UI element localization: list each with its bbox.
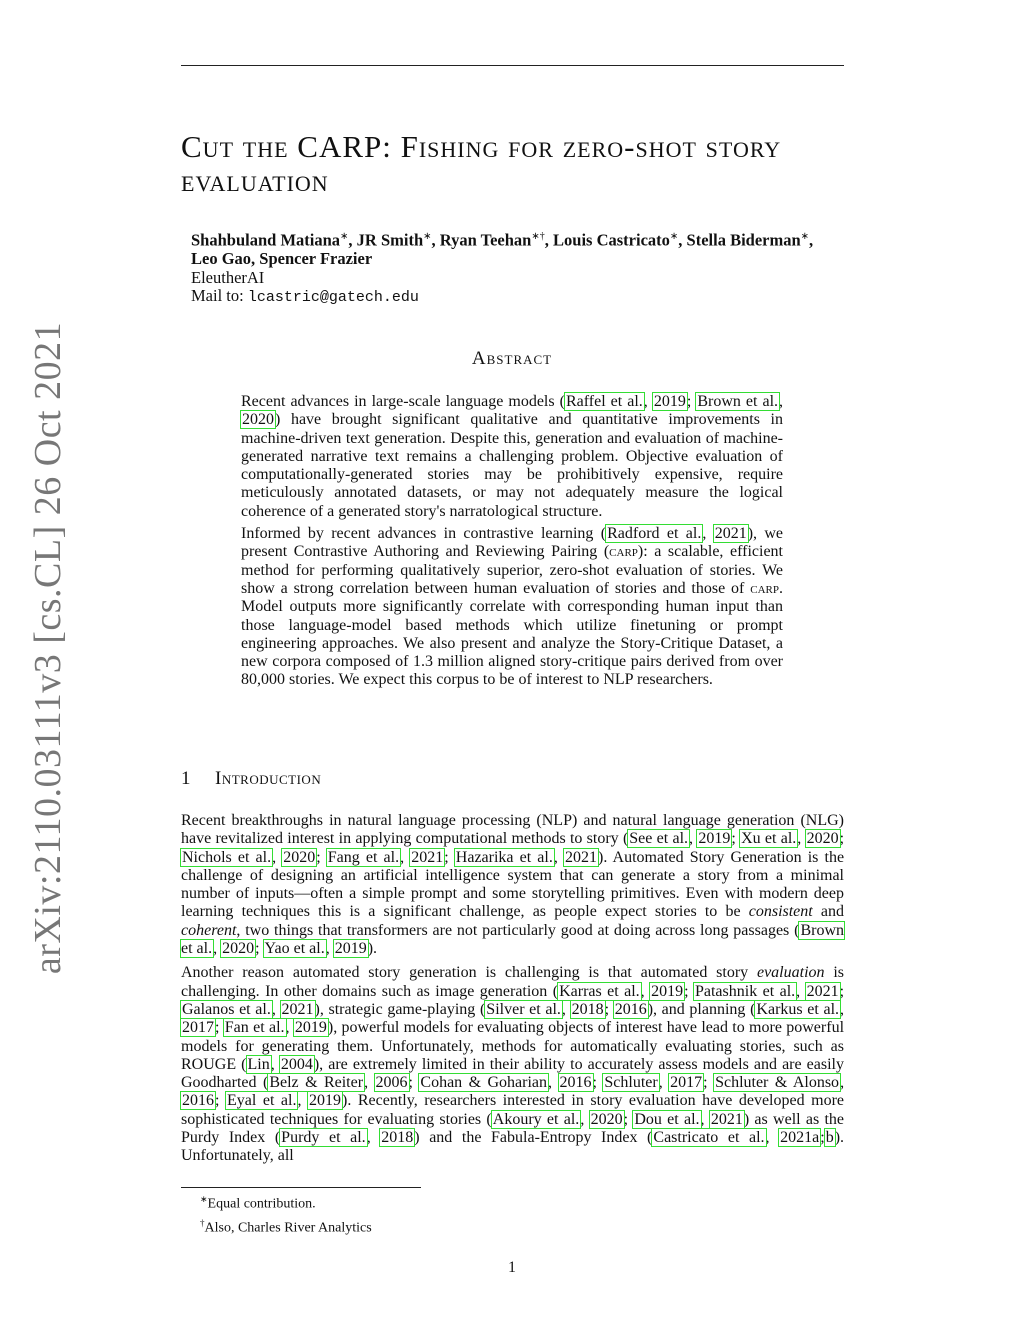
citation-link[interactable]: 2020 <box>806 830 839 848</box>
section-title: Introduction <box>215 768 322 789</box>
text: , <box>271 1000 281 1018</box>
citation-link[interactable]: 2004 <box>280 1055 313 1073</box>
citation-link[interactable]: 2020 <box>283 848 316 866</box>
text: ): a scalable, efficient method for performing qualitatively superior, zero-shot evaluation of stories. We show a strong correlation between human evaluation of stories and those of <box>241 543 784 597</box>
citation-link[interactable]: Akoury et al. <box>492 1110 580 1128</box>
text: ). <box>367 940 378 958</box>
citation-link[interactable]: 2016 <box>182 1092 214 1110</box>
text: , <box>580 1110 590 1128</box>
text: ; <box>684 982 694 1000</box>
citation-link[interactable]: Schluter <box>604 1074 658 1092</box>
page-number: 1 <box>508 1259 516 1276</box>
citation-link[interactable]: 2021 <box>714 525 747 543</box>
author: JR Smith <box>356 230 424 250</box>
abstract-paragraph <box>241 525 783 690</box>
citation-link[interactable]: Galanos et al. <box>182 1000 271 1018</box>
text: ; <box>703 1074 715 1092</box>
text: ) as well as the Purdy Index ( <box>181 1110 845 1147</box>
footnotes <box>200 1190 800 1237</box>
citation-link[interactable]: Nichols et al. <box>182 848 272 866</box>
author-names-line1: Shahbuland Matiana∗, JR Smith∗, Ryan Teehan∗†, Louis Castricato∗, Stella Biderman∗, <box>191 230 814 250</box>
emphasis: evaluation <box>756 964 825 982</box>
citation-link[interactable]: Dou et al. <box>634 1110 700 1128</box>
text: , <box>297 1092 308 1110</box>
text: , <box>400 848 411 866</box>
author-names-line2: Leo Gao, Spencer Frazier <box>191 249 373 268</box>
text: ; <box>686 393 697 410</box>
text: , <box>285 1019 294 1037</box>
text: ), and planning ( <box>647 1000 756 1018</box>
text: and <box>812 903 844 921</box>
contact-line <box>191 287 911 308</box>
citation-link[interactable]: 2021a <box>780 1129 820 1147</box>
text: , <box>702 525 714 543</box>
citation-link[interactable]: Karras et al. <box>559 982 640 1000</box>
text: , <box>364 1074 375 1092</box>
abstract-paragraph <box>241 393 783 521</box>
text: ; <box>820 1129 825 1147</box>
footnote-rule <box>181 1187 421 1188</box>
citation-link[interactable]: 2021 <box>806 982 839 1000</box>
citation-link[interactable]: Silver et al. <box>486 1000 561 1018</box>
author: Shahbuland Matiana <box>191 230 341 250</box>
citation-link[interactable]: Brown et al. <box>697 393 779 410</box>
carp-acronym: carp <box>750 579 779 597</box>
citation-link[interactable]: Belz & Reiter <box>269 1074 364 1092</box>
citation-link[interactable]: 2018 <box>571 1000 604 1018</box>
citation-link[interactable]: 2021 <box>281 1000 314 1018</box>
text: ; <box>731 830 741 848</box>
citation-link[interactable]: 2016 <box>614 1000 647 1018</box>
author-mark: ∗† <box>531 231 545 242</box>
text: ; <box>623 1110 634 1128</box>
text: ), powerful models for evaluating objects of interest have lead to more powerful models for generating them. Unfortunately, methods for automatically evaluating stories, such as ROUGE ( <box>181 1019 845 1073</box>
text: , two things that transformers are not particularly good at doing across long passages ( <box>236 921 800 939</box>
citation-link[interactable]: See et al. <box>629 830 689 848</box>
email-link[interactable]: lcastric@gatech.edu <box>247 289 419 306</box>
citation-link[interactable]: 2021 <box>710 1110 743 1128</box>
section-number: 1 <box>181 768 191 789</box>
text: ; <box>316 848 327 866</box>
citation-link[interactable]: Castricato et al. <box>653 1129 765 1147</box>
citation-link[interactable]: 2006 <box>375 1074 408 1092</box>
footnote <box>200 1214 800 1238</box>
author: Stella Biderman <box>686 230 801 250</box>
text: , <box>689 830 698 848</box>
citation-link[interactable]: Schluter & Alonso <box>715 1074 840 1092</box>
author-block <box>191 228 911 308</box>
emphasis: consistent <box>748 903 813 921</box>
text: , <box>272 848 283 866</box>
citation-link[interactable]: Yao et al. <box>264 940 325 958</box>
text: ), are extremely limited in their ability to accurately assess models and are easily Goodharted ( <box>181 1055 845 1092</box>
text: , <box>213 940 222 958</box>
text: ) and the Fabula-Entropy Index ( <box>414 1129 653 1147</box>
abstract-heading: Abstract <box>471 348 553 369</box>
footnote-text: Equal contribution. <box>207 1196 316 1212</box>
citation-link[interactable]: Patashnik et al. <box>694 982 796 1000</box>
text: ; <box>408 1074 420 1092</box>
section-heading-introduction <box>181 768 321 790</box>
citation-link[interactable]: Eyal et al. <box>226 1092 297 1110</box>
text: , <box>796 982 806 1000</box>
text: Another reason automated story generation is challenging is that automated story <box>181 964 757 982</box>
citation-link[interactable]: Karkus et al. <box>756 1000 840 1018</box>
text: , <box>658 1074 670 1092</box>
citation-link[interactable]: 2016 <box>559 1074 592 1092</box>
text: ) have brought significant qualitative and quantitative improvements in machine-driven text generation. Despite this, generation and evaluation of machine-generated narrative text remains a challenging problem. Objective evaluation of computationally-generated stories may be prohibitively expensive, require meticulously annotated datasets, or may not adequately measure the logical coherence of a generated story's narratological structure. <box>241 411 783 520</box>
text: ; <box>215 1019 224 1037</box>
text: Recent breakthroughs in natural language processing (NLP) and natural language generation (NLG) have revitalized interest in applying computational methods to story ( <box>181 812 844 848</box>
citation-link[interactable]: 2020 <box>242 411 274 429</box>
text: , <box>700 1110 710 1128</box>
arxiv-identifier[interactable]: arXiv:2110.03111v3 [cs.CL] 26 Oct 2021 <box>27 321 69 975</box>
emphasis: coherent <box>181 921 237 939</box>
footnote-mark: ∗ <box>200 1194 208 1204</box>
author: Louis Castricato <box>553 230 670 250</box>
citation-link[interactable]: Cohan & Goharian <box>420 1074 548 1092</box>
text: , <box>779 393 784 410</box>
text: , <box>325 940 334 958</box>
text: , <box>366 1129 381 1147</box>
text: , <box>765 1129 780 1147</box>
author-mark: ∗ <box>340 231 349 242</box>
citation-link[interactable]: Fan et al. <box>224 1019 285 1037</box>
mail-label: Mail to: <box>191 286 244 305</box>
header-rule <box>181 65 844 66</box>
citation-link[interactable]: 2019 <box>653 393 686 410</box>
citation-link[interactable]: 2019 <box>294 1019 327 1037</box>
text: ; <box>215 1092 226 1110</box>
text: , <box>640 982 651 1000</box>
text: , <box>548 1074 559 1092</box>
footnote-text: Also, Charles River Analytics <box>204 1220 372 1236</box>
author: Ryan Teehan <box>439 230 532 250</box>
author-mark: ∗ <box>669 231 679 242</box>
text: ). Unfortunately, all <box>181 1129 845 1165</box>
text: ; <box>255 940 264 958</box>
text: , <box>553 848 564 866</box>
text: . Model outputs more significantly correlate with corresponding human input than those language-model based methods which utilize finetuning or prompt engineering approaches. We also present and analyze the Story-Critique Dataset, a new corpora composed of 1.3 million aligned story-critique pairs derived from over 80,000 stories. We expect this corpus to be of interest to NLP researchers. <box>241 579 783 689</box>
text: ; <box>839 830 845 848</box>
text: , <box>270 1055 280 1073</box>
carp-acronym: carp <box>609 543 638 561</box>
citation-link[interactable]: 2019 <box>334 940 367 958</box>
text: , <box>797 830 806 848</box>
text: , <box>840 1074 845 1092</box>
text: ; <box>592 1074 604 1092</box>
abstract-body <box>241 393 783 694</box>
citation-link[interactable]: 2019 <box>698 830 731 848</box>
text: Recent advances in large-scale language models ( <box>241 393 565 410</box>
citation-link[interactable]: 2019 <box>651 982 684 1000</box>
citation-link[interactable]: 2020 <box>222 940 255 958</box>
citation-link[interactable]: Xu et al. <box>741 830 797 848</box>
citation-link[interactable]: 2019 <box>309 1092 341 1110</box>
citation-link[interactable]: Radford et al. <box>607 525 702 543</box>
citation-link[interactable]: Fang et al. <box>327 848 400 866</box>
citation-link[interactable]: Brown et al. <box>181 921 844 958</box>
footnote <box>200 1190 800 1214</box>
body-paragraph <box>181 964 844 1165</box>
text: ), we present Contrastive Authoring and Reviewing Pairing ( <box>241 525 784 561</box>
citation-link[interactable]: 2017 <box>670 1074 703 1092</box>
paper-title: Cut the CARP: Fishing for zero-shot story evaluation <box>181 129 782 198</box>
citation-link[interactable]: Lin <box>247 1055 270 1073</box>
text: ; <box>604 1000 614 1018</box>
footnote-mark: † <box>200 1217 205 1228</box>
text: , <box>561 1000 571 1018</box>
citation-link[interactable]: Purdy et al. <box>281 1129 366 1147</box>
author-mark: ∗ <box>800 231 810 242</box>
citation-link[interactable]: 2021 <box>564 848 597 866</box>
text: , <box>643 393 653 410</box>
author-mark: ∗ <box>423 231 432 242</box>
affiliation: EleutherAI <box>191 267 265 287</box>
citation-link[interactable]: 2018 <box>381 1129 414 1147</box>
citation-link[interactable]: Hazarika et al. <box>455 848 553 866</box>
citation-link[interactable]: 2017 <box>182 1019 214 1037</box>
text: ; <box>444 848 455 866</box>
citation-link[interactable]: b <box>825 1129 834 1147</box>
text: , <box>840 1000 845 1018</box>
citation-link[interactable]: Raffel et al. <box>565 393 643 410</box>
text: is challenging. In other domains such as image generation ( <box>181 964 845 1000</box>
introduction-body <box>181 812 844 1172</box>
text: ). Automated Story Generation is the challenge of designing an artificial intelligence system that can generate a story from a minimal number of inputs—often a simple prompt and some storytelling primitives. Even with modern deep learning techniques this is a significant challenge, as people expect stories to be <box>181 848 845 921</box>
text: ; <box>839 982 845 1000</box>
citation-link[interactable]: 2020 <box>590 1110 623 1128</box>
body-paragraph <box>181 812 844 958</box>
text: ). Recently, researchers interested in story evaluation have developed more sophisticated techniques for evaluating stories ( <box>181 1092 844 1128</box>
text: ), strategic game-playing ( <box>314 1000 486 1018</box>
citation-link[interactable]: 2021 <box>411 848 444 866</box>
text: Informed by recent advances in contrastive learning ( <box>241 525 607 543</box>
